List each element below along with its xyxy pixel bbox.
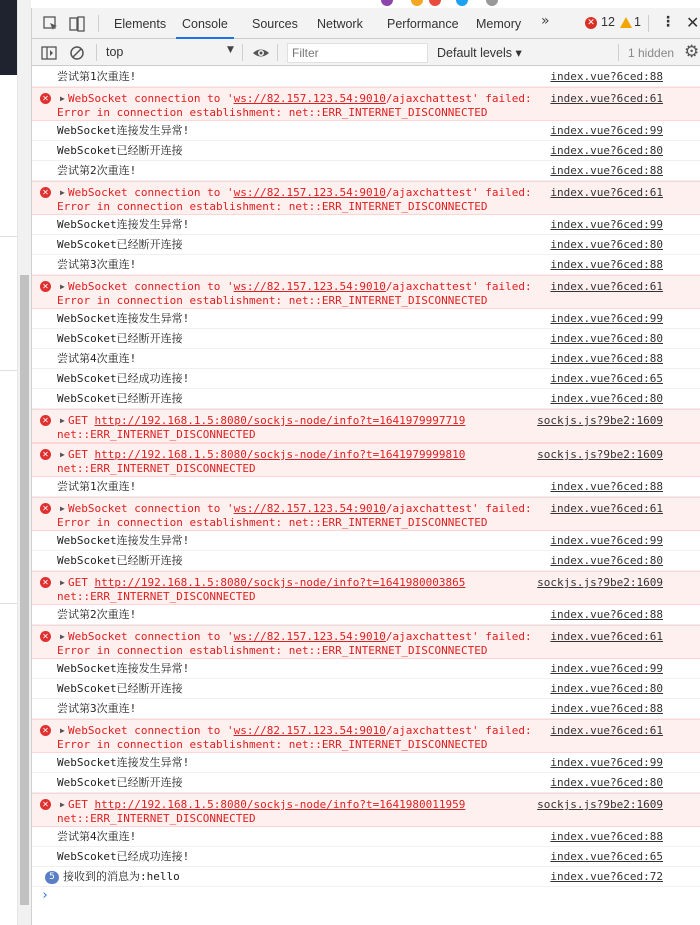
log-message: WebScoket已经成功连接! [57,372,190,385]
message-list [32,67,700,887]
console-messages [32,67,700,925]
console-error-row [32,275,700,309]
log-message: WebScoket已经断开连接 [57,238,183,251]
log-message: 尝试第1次重连! [57,70,137,83]
error-message-line2: Error in connection establishment: net::ERR_INTERNET_DISCONNECTED [57,738,488,751]
error-prefix: WebSocket connection to ' [68,502,234,515]
error-message-line1 [68,724,532,737]
log-message: WebScoket已经断开连接 [57,776,183,789]
toolbar-divider [242,44,243,61]
console-log-row [32,329,700,349]
log-message: WebSocket连接发生异常! [57,662,190,675]
source-link[interactable]: index.vue?6ced:80 [550,144,663,157]
error-icon: ✕ [40,725,51,736]
console-error-row [32,409,700,443]
source-link[interactable]: index.vue?6ced:88 [550,480,663,493]
log-message: 尝试第2次重连! [57,164,137,177]
log-message: WebSocket连接发生异常! [57,124,190,137]
source-link[interactable]: index.vue?6ced:99 [550,218,663,231]
console-error-row [32,87,700,121]
console-log-row [32,679,700,699]
console-log-row [32,867,700,887]
log-message: WebSocket连接发生异常! [57,756,190,769]
inspect-element-icon[interactable] [42,15,60,33]
source-link[interactable]: index.vue?6ced:61 [550,724,663,737]
error-message-line2: Error in connection establishment: net::ERR_INTERNET_DISCONNECTED [57,294,488,307]
more-options-icon[interactable]: ⋮ [661,14,675,30]
log-message: 尝试第3次重连! [57,702,137,715]
log-levels-dropdown[interactable]: Default levels ▾ [437,46,522,60]
console-log-row [32,699,700,719]
error-message-line1 [68,448,465,461]
tab-performance[interactable]: Performance [387,17,459,31]
log-message: WebScoket已经断开连接 [57,332,183,345]
console-log-row [32,121,700,141]
console-log-row [32,827,700,847]
error-url-link[interactable]: ws://82.157.123.54:9010 [233,92,386,105]
error-url-link[interactable]: ws://82.157.123.54:9010 [233,502,386,515]
device-toolbar-icon[interactable] [68,15,86,33]
error-message-line1 [68,186,532,199]
log-message: WebScoket已经成功连接! [57,850,190,863]
console-error-row [32,497,700,531]
error-suffix: /ajaxchattest' failed: [385,630,532,643]
error-prefix: WebSocket connection to ' [68,280,234,293]
error-message-line2: net::ERR_INTERNET_DISCONNECTED [57,428,256,441]
error-url-link[interactable]: http://192.168.1.5:8080/sockjs-node/info?t=1641980003865 [94,576,466,589]
error-icon: ✕ [40,93,51,104]
source-link[interactable]: index.vue?6ced:88 [550,830,663,843]
error-message-line1 [68,630,532,643]
console-log-row [32,551,700,571]
filter-input[interactable] [287,43,428,63]
source-link[interactable]: index.vue?6ced:99 [550,662,663,675]
error-message-line2: Error in connection establishment: net::ERR_INTERNET_DISCONNECTED [57,644,488,657]
console-error-row [32,571,700,605]
expand-triangle-icon[interactable]: ▶ [60,504,65,513]
error-prefix: GET [68,798,95,811]
extension-icon[interactable] [381,0,393,6]
error-prefix: GET [68,576,95,589]
console-log-row [32,753,700,773]
console-toolbar [32,39,700,66]
source-link[interactable]: index.vue?6ced:88 [550,702,663,715]
console-error-row [32,719,700,753]
chevron-down-icon[interactable]: ▼ [227,45,234,55]
source-link[interactable]: index.vue?6ced:80 [550,332,663,345]
console-log-row [32,215,700,235]
page-divider [0,236,17,237]
log-message: WebSocket连接发生异常! [57,218,190,231]
error-message-line1 [68,414,465,427]
show-sidebar-icon[interactable] [40,44,58,62]
source-link[interactable]: index.vue?6ced:61 [550,92,663,105]
log-message: 尝试第3次重连! [57,258,137,271]
more-tabs-button[interactable]: » [541,13,550,29]
gear-icon[interactable]: ⚙ [684,42,700,62]
error-prefix: WebSocket connection to ' [68,630,234,643]
source-link[interactable]: index.vue?6ced:99 [550,312,663,325]
expand-triangle-icon[interactable]: ▶ [60,800,65,809]
error-prefix: GET [68,448,95,461]
page-content-strip [0,0,17,925]
error-prefix: GET [68,414,95,427]
prompt-chevron-icon: › [41,888,49,903]
console-log-row [32,369,700,389]
log-message: WebScoket已经断开连接 [57,392,183,405]
devtools-panel [31,8,700,925]
error-suffix: /ajaxchattest' failed: [385,724,532,737]
source-link[interactable]: index.vue?6ced:80 [550,238,663,251]
error-url-link[interactable]: http://192.168.1.5:8080/sockjs-node/info?t=1641980011959 [94,798,466,811]
console-log-row [32,531,700,551]
error-url-link[interactable]: ws://82.157.123.54:9010 [233,186,386,199]
console-log-row [32,659,700,679]
error-icon: ✕ [40,415,51,426]
error-url-link[interactable]: http://192.168.1.5:8080/sockjs-node/info?t=1641979999810 [94,448,466,461]
extension-icon[interactable] [456,0,468,6]
console-error-row [32,181,700,215]
repeat-count-badge: 5 [45,871,59,884]
toolbar-divider [618,44,619,61]
toolbar-divider [277,44,278,61]
log-message: WebSocket连接发生异常! [57,312,190,325]
expand-triangle-icon[interactable]: ▶ [60,726,65,735]
toolbar-divider [98,15,99,32]
console-log-row [32,847,700,867]
error-message-line1 [68,280,532,293]
source-link[interactable]: index.vue?6ced:61 [550,502,663,515]
error-icon: ✕ [40,187,51,198]
error-url-link[interactable]: ws://82.157.123.54:9010 [233,724,386,737]
source-link[interactable]: index.vue?6ced:88 [550,164,663,177]
console-error-row [32,443,700,477]
console-log-row [32,605,700,625]
error-prefix: WebSocket connection to ' [68,92,234,105]
error-suffix: /ajaxchattest' failed: [385,502,532,515]
tab-network[interactable]: Network [317,17,363,31]
error-message-line2: net::ERR_INTERNET_DISCONNECTED [57,590,256,603]
log-message: 接收到的消息为:hello [63,870,180,883]
source-link[interactable]: index.vue?6ced:99 [550,756,663,769]
error-message-line2: Error in connection establishment: net::ERR_INTERNET_DISCONNECTED [57,200,488,213]
error-message-line2: Error in connection establishment: net::ERR_INTERNET_DISCONNECTED [57,516,488,529]
source-link[interactable]: index.vue?6ced:65 [550,372,663,385]
expand-triangle-icon[interactable]: ▶ [60,282,65,291]
console-log-row [32,235,700,255]
tab-console[interactable]: Console [176,8,234,39]
source-link[interactable]: index.vue?6ced:61 [550,186,663,199]
extension-icon[interactable] [411,0,423,6]
console-log-row [32,161,700,181]
expand-triangle-icon[interactable]: ▶ [60,450,65,459]
error-icon: ✕ [40,799,51,810]
log-message: 尝试第2次重连! [57,608,137,621]
error-icon: ✕ [40,577,51,588]
error-count-icon: ✕ [585,17,597,29]
source-link[interactable]: index.vue?6ced:65 [550,850,663,863]
log-message: 尝试第4次重连! [57,830,137,843]
error-icon: ✕ [40,281,51,292]
console-log-row [32,349,700,369]
log-message: 尝试第1次重连! [57,480,137,493]
log-message: WebScoket已经断开连接 [57,144,183,157]
source-link[interactable]: index.vue?6ced:99 [550,124,663,137]
error-prefix: WebSocket connection to ' [68,186,234,199]
error-url-link[interactable]: http://192.168.1.5:8080/sockjs-node/info?t=1641979997719 [94,414,466,427]
error-message-line1 [68,92,532,105]
log-message: WebSocket连接发生异常! [57,534,190,547]
tab-sources[interactable]: Sources [252,17,298,31]
console-log-row [32,309,700,329]
expand-triangle-icon[interactable]: ▶ [60,578,65,587]
console-error-row [32,625,700,659]
expand-triangle-icon[interactable]: ▶ [60,416,65,425]
log-message: WebScoket已经断开连接 [57,554,183,567]
console-log-row [32,255,700,275]
source-link[interactable]: index.vue?6ced:80 [550,392,663,405]
source-link[interactable]: sockjs.js?9be2:1609 [537,798,663,811]
error-count[interactable]: 12 [601,15,615,29]
source-link[interactable]: sockjs.js?9be2:1609 [537,576,663,589]
source-link[interactable]: index.vue?6ced:72 [550,870,663,883]
source-link[interactable]: sockjs.js?9be2:1609 [537,448,663,461]
page-divider [0,370,17,371]
error-message-line1 [68,798,465,811]
close-devtools-icon[interactable]: ✕ [686,13,700,32]
toolbar-divider [96,44,97,61]
source-link[interactable]: index.vue?6ced:88 [550,70,663,83]
console-log-row [32,67,700,87]
context-selector[interactable]: top [106,45,124,59]
page-scrollbar-thumb[interactable] [20,275,29,905]
page-divider [0,603,17,604]
error-icon: ✕ [40,503,51,514]
console-log-row [32,477,700,497]
warning-count-icon [620,17,632,28]
error-message-line1 [68,576,465,589]
error-message-line2: net::ERR_INTERNET_DISCONNECTED [57,462,256,475]
source-link[interactable]: sockjs.js?9be2:1609 [537,414,663,427]
clear-console-icon[interactable] [68,44,86,62]
hidden-messages-count: 1 hidden [628,46,675,60]
live-expression-eye-icon[interactable] [252,44,270,62]
error-prefix: WebSocket connection to ' [68,724,234,737]
error-icon: ✕ [40,631,51,642]
error-url-link[interactable]: ws://82.157.123.54:9010 [233,280,386,293]
source-link[interactable]: index.vue?6ced:80 [550,776,663,789]
devtools-tab-bar [32,8,700,39]
browser-toolbar-strip [31,0,700,8]
error-suffix: /ajaxchattest' failed: [385,92,532,105]
expand-triangle-icon[interactable]: ▶ [60,188,65,197]
source-link[interactable]: index.vue?6ced:99 [550,534,663,547]
error-message-line2: net::ERR_INTERNET_DISCONNECTED [57,812,256,825]
console-log-row [32,389,700,409]
tab-elements[interactable]: Elements [114,17,167,31]
source-link[interactable]: index.vue?6ced:88 [550,352,663,365]
log-message: 尝试第4次重连! [57,352,137,365]
page-header-dark [0,0,17,75]
source-link[interactable]: index.vue?6ced:61 [550,280,663,293]
expand-triangle-icon[interactable]: ▶ [60,632,65,641]
extension-icon[interactable] [429,0,441,6]
tab-memory[interactable]: Memory [476,17,522,31]
expand-triangle-icon[interactable]: ▶ [60,94,65,103]
toolbar-divider [648,15,649,32]
source-link[interactable]: index.vue?6ced:61 [550,630,663,643]
source-link[interactable]: index.vue?6ced:80 [550,682,663,695]
console-log-row [32,141,700,161]
console-error-row [32,793,700,827]
error-message-line2: Error in connection establishment: net::ERR_INTERNET_DISCONNECTED [57,106,488,119]
error-url-link[interactable]: ws://82.157.123.54:9010 [233,630,386,643]
extension-icon[interactable] [486,0,498,6]
log-message: WebScoket已经断开连接 [57,682,183,695]
source-link[interactable]: index.vue?6ced:88 [550,608,663,621]
console-log-row [32,773,700,793]
warning-count[interactable]: 1 [634,15,641,29]
error-icon: ✕ [40,449,51,460]
source-link[interactable]: index.vue?6ced:88 [550,258,663,271]
console-prompt[interactable] [32,887,700,907]
error-message-line1 [68,502,532,515]
source-link[interactable]: index.vue?6ced:80 [550,554,663,567]
error-suffix: /ajaxchattest' failed: [385,186,532,199]
error-suffix: /ajaxchattest' failed: [385,280,532,293]
page-scrollbar[interactable] [17,0,31,925]
